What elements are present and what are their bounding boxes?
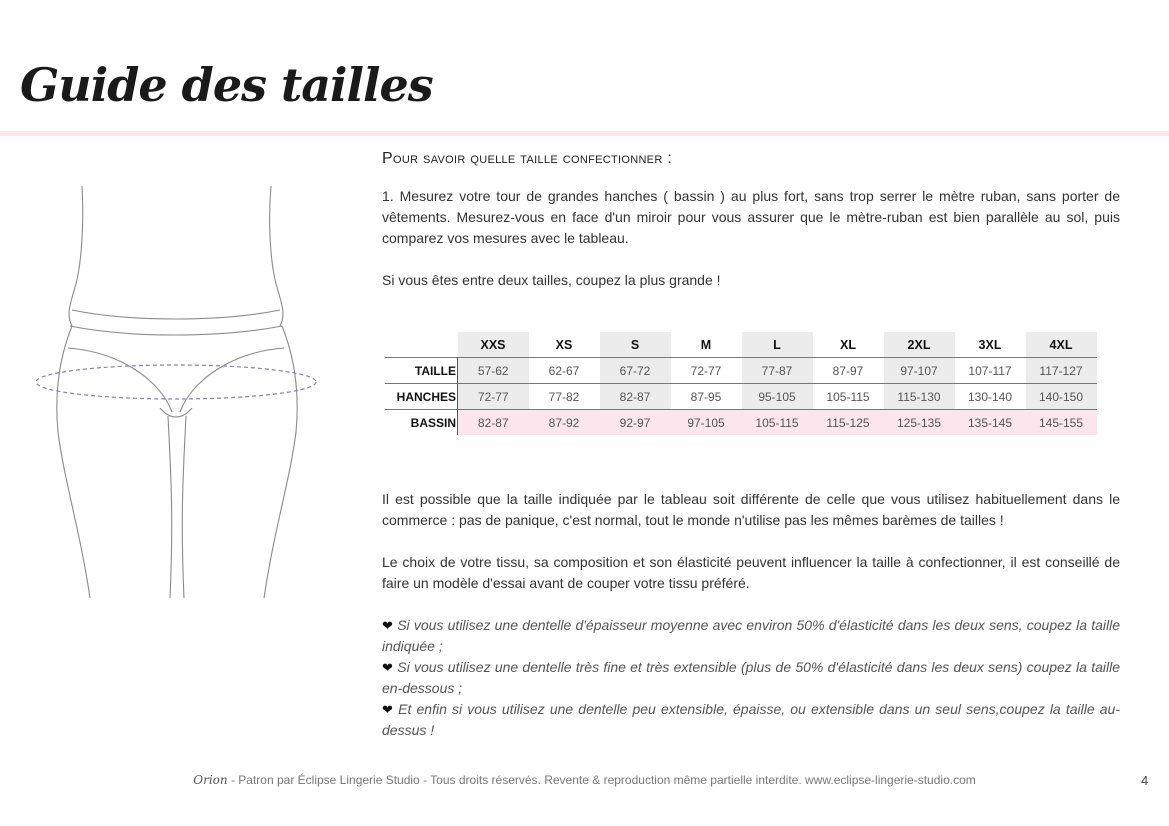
table-cell: 125-135 (884, 410, 955, 436)
table-cell: 82-87 (458, 410, 529, 436)
table-cell: 95-105 (742, 384, 813, 410)
size-header: M (700, 337, 712, 352)
heart-icon: ❤ (382, 660, 394, 675)
table-cell: 72-77 (690, 363, 722, 378)
advice-column (382, 489, 1120, 741)
row-label: HANCHES (385, 384, 458, 410)
heart-icon: ❤ (382, 618, 394, 633)
section-heading: Pour savoir quelle taille confectionner : (382, 150, 673, 167)
table-cell: 77-87 (742, 358, 813, 384)
table-cell: 87-97 (832, 363, 864, 378)
size-difference-note: Il est possible que la taille indiquée par le tableau soit différente de celle que vous utilisez habituellement dans le commerce : pas de panique, c'est normal, tout le monde n'utilise pas les mêmes barèmes de tailles ! (382, 491, 1120, 528)
size-header: 4XL (1026, 332, 1097, 358)
size-header: 3XL (978, 337, 1002, 352)
size-chart-table (385, 332, 1097, 435)
size-header: S (600, 332, 671, 358)
row-label: BASSIN (385, 410, 458, 436)
size-header: XXS (458, 332, 529, 358)
table-cell: 145-155 (1026, 410, 1097, 436)
table-cell: 105-115 (742, 410, 813, 436)
table-cell: 115-125 (813, 410, 884, 436)
footer-text: - Patron par Éclipse Lingerie Studio - Tous droits réservés. Revente & reproduction même partielle interdite. www.eclipse-lingerie-studio.com (227, 773, 976, 787)
table-cell: 82-87 (600, 384, 671, 410)
table-cell: 62-67 (548, 363, 580, 378)
table-row-highlighted (385, 410, 1097, 436)
table-cell: 67-72 (600, 358, 671, 384)
list-item: ❤ Et enfin si vous utilisez une dentelle peu extensible, épaisse, ou extensible dans un seul sens,coupez la taille au-dessus ! (382, 701, 1120, 738)
lace-advice-list (382, 615, 1120, 741)
table-cell: 87-95 (690, 389, 722, 404)
table-cell: 115-130 (884, 384, 955, 410)
footer-brand: Orion (193, 773, 228, 787)
table-cell: 117-127 (1026, 358, 1097, 384)
size-header: 2XL (884, 332, 955, 358)
table-cell: 130-140 (967, 389, 1013, 404)
table-row (385, 358, 1097, 384)
table-cell: 107-117 (968, 363, 1012, 378)
table-corner (385, 332, 458, 358)
table-row (385, 384, 1097, 410)
table-cell: 92-97 (600, 410, 671, 436)
table-cell: 135-145 (955, 410, 1026, 436)
measure-instructions: 1. Mesurez votre tour de grandes hanches ( bassin ) au plus fort, sans trop serrer le mètre ruban, sans porter de vêtements. Mesurez-vous en face d'un miroir pour vous assurer que le mètre-ruban est bien parallèle au sol, puis comparez vos mesures avec le tableau. (382, 188, 1120, 246)
body-measurement-figure (20, 180, 330, 600)
row-label: TAILLE (385, 358, 458, 384)
page-number: 4 (1141, 773, 1149, 788)
list-item: ❤ Si vous utilisez une dentelle d'épaisseur moyenne avec environ 50% d'élasticité dans les deux sens, coupez la taille indiquée ; (382, 617, 1120, 654)
size-header: L (742, 332, 813, 358)
table-cell: 140-150 (1026, 384, 1097, 410)
table-cell: 105-115 (826, 389, 870, 404)
header-divider (0, 131, 1169, 136)
page-title: Guide des tailles (20, 58, 433, 112)
size-header: XS (555, 337, 573, 352)
size-header: XL (840, 337, 856, 352)
table-cell: 72-77 (458, 384, 529, 410)
table-cell: 57-62 (458, 358, 529, 384)
size-tip: Si vous êtes entre deux tailles, coupez la plus grande ! (382, 272, 721, 288)
table-cell: 87-92 (529, 410, 600, 436)
instructions-column (382, 150, 1120, 291)
table-cell: 97-105 (671, 410, 742, 436)
footer (0, 773, 1169, 787)
fabric-choice-note: Le choix de votre tissu, sa composition et son élasticité peuvent influencer la taille à confectionner, il est conseillé de faire un modèle d'essai avant de couper votre tissu préféré. (382, 554, 1120, 591)
hip-measure-line (36, 365, 316, 399)
list-item: ❤ Si vous utilisez une dentelle très fine et très extensible (plus de 50% d'élasticité dans les deux sens) coupez la taille en-dessous ; (382, 659, 1120, 696)
table-cell: 97-107 (884, 358, 955, 384)
heart-icon: ❤ (382, 702, 395, 717)
table-cell: 77-82 (548, 389, 580, 404)
